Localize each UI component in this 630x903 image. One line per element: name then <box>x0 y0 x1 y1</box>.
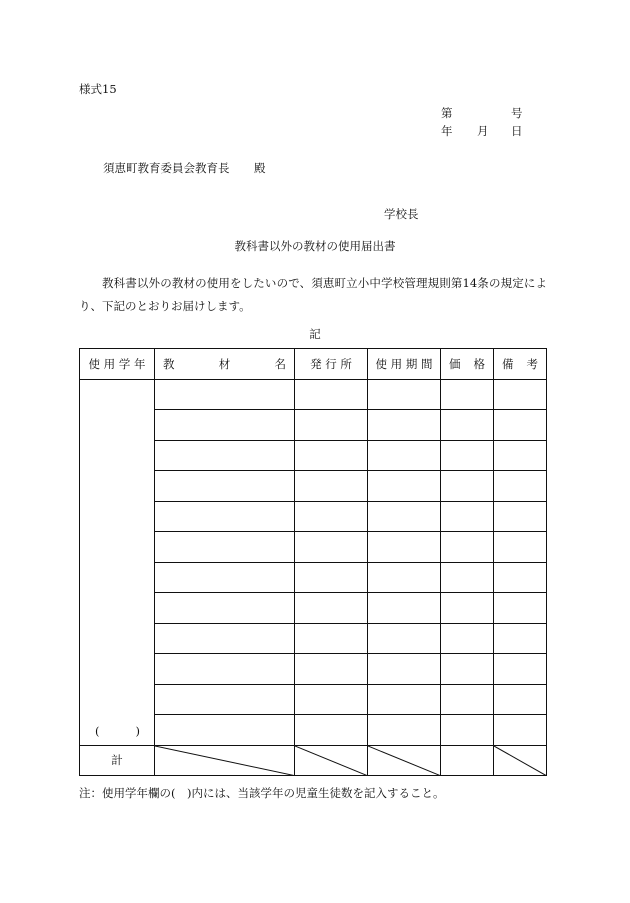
material-name-cell[interactable] <box>155 715 295 746</box>
total-label: 計 <box>80 745 155 776</box>
publisher-cell[interactable] <box>295 715 368 746</box>
diagonal-line-icon <box>494 746 546 776</box>
material-name-cell[interactable] <box>155 410 295 441</box>
usage-period-cell[interactable] <box>368 440 441 471</box>
usage-period-cell[interactable] <box>368 410 441 441</box>
material-name-cell[interactable] <box>155 623 295 654</box>
document-number-prefix: 第 <box>441 106 453 120</box>
diagonal-line-icon <box>295 746 367 776</box>
price-cell[interactable] <box>441 623 494 654</box>
material-name-cell[interactable] <box>155 379 295 410</box>
remarks-cell[interactable] <box>494 593 547 624</box>
total-material-diagonal <box>155 745 295 776</box>
publisher-cell[interactable] <box>295 379 368 410</box>
price-cell[interactable] <box>441 471 494 502</box>
remarks-cell[interactable] <box>494 471 547 502</box>
material-name-cell[interactable] <box>155 562 295 593</box>
diagonal-line-icon <box>155 746 294 776</box>
document-title: 教科書以外の教材の使用届出書 <box>234 239 396 253</box>
usage-period-cell[interactable] <box>368 593 441 624</box>
sender-title: 学校長 <box>384 207 419 221</box>
publisher-cell[interactable] <box>295 593 368 624</box>
usage-period-cell[interactable] <box>368 684 441 715</box>
remarks-cell[interactable] <box>494 684 547 715</box>
remarks-cell[interactable] <box>494 532 547 563</box>
usage-period-cell[interactable] <box>368 623 441 654</box>
price-cell[interactable] <box>441 379 494 410</box>
remarks-cell[interactable] <box>494 410 547 441</box>
material-name-cell[interactable] <box>155 501 295 532</box>
publisher-cell[interactable] <box>295 684 368 715</box>
publisher-cell[interactable] <box>295 501 368 532</box>
publisher-cell[interactable] <box>295 623 368 654</box>
header-price: 価 格 <box>441 349 494 380</box>
material-name-cell[interactable] <box>155 471 295 502</box>
material-name-cell[interactable] <box>155 684 295 715</box>
header-remarks: 備 考 <box>494 349 547 380</box>
material-name-cell[interactable] <box>155 593 295 624</box>
usage-period-cell[interactable] <box>368 654 441 685</box>
remarks-cell[interactable] <box>494 379 547 410</box>
price-cell[interactable] <box>441 440 494 471</box>
footnote: 注：使用学年欄の( )内には、当該学年の児童生徒数を記入すること。 <box>79 786 445 800</box>
price-cell[interactable] <box>441 532 494 563</box>
publisher-cell[interactable] <box>295 532 368 563</box>
price-cell[interactable] <box>441 715 494 746</box>
total-publisher-diagonal <box>295 745 368 776</box>
total-remarks-diagonal <box>494 745 547 776</box>
publisher-cell[interactable] <box>295 654 368 685</box>
material-name-cell[interactable] <box>155 654 295 685</box>
document-number-suffix: 号 <box>511 106 523 120</box>
total-price-cell[interactable] <box>441 745 494 776</box>
material-name-cell[interactable] <box>155 532 295 563</box>
usage-period-cell[interactable] <box>368 501 441 532</box>
publisher-cell[interactable] <box>295 471 368 502</box>
remarks-cell[interactable] <box>494 501 547 532</box>
document-body: 教科書以外の教材の使用をしたいので、須恵町立小中学校管理規則第14条の規定により、下記のとおりお届けします。 <box>79 276 547 313</box>
diagonal-line-icon <box>368 746 440 776</box>
date-month-label: 月 <box>477 124 489 138</box>
usage-period-cell[interactable] <box>368 471 441 502</box>
date-day-label: 日 <box>511 124 523 138</box>
header-material-name: 教 材 名 <box>155 349 295 380</box>
price-cell[interactable] <box>441 684 494 715</box>
header-publisher: 発 行 所 <box>295 349 368 380</box>
addressee-honorific: 殿 <box>254 161 266 175</box>
addressee-name: 須恵町教育委員会教育長 <box>103 161 230 175</box>
header-grade: 使 用 学 年 <box>80 349 155 380</box>
usage-period-cell[interactable] <box>368 562 441 593</box>
remarks-cell[interactable] <box>494 654 547 685</box>
price-cell[interactable] <box>441 410 494 441</box>
price-cell[interactable] <box>441 593 494 624</box>
price-cell[interactable] <box>441 654 494 685</box>
publisher-cell[interactable] <box>295 410 368 441</box>
remarks-cell[interactable] <box>494 623 547 654</box>
total-usage-period-diagonal <box>368 745 441 776</box>
price-cell[interactable] <box>441 501 494 532</box>
material-name-cell[interactable] <box>155 440 295 471</box>
header-usage-period: 使 用 期 間 <box>368 349 441 380</box>
table-header-row <box>80 349 547 380</box>
publisher-cell[interactable] <box>295 440 368 471</box>
ki-heading: 記 <box>309 327 321 341</box>
price-cell[interactable] <box>441 562 494 593</box>
form-number: 様式15 <box>79 82 117 96</box>
publisher-cell[interactable] <box>295 562 368 593</box>
usage-period-cell[interactable] <box>368 532 441 563</box>
total-row <box>80 745 547 776</box>
remarks-cell[interactable] <box>494 715 547 746</box>
materials-table <box>79 348 547 776</box>
grade-cell[interactable]: ( ) <box>80 379 155 745</box>
table-row <box>80 379 547 410</box>
usage-period-cell[interactable] <box>368 379 441 410</box>
date-year-label: 年 <box>441 124 453 138</box>
remarks-cell[interactable] <box>494 562 547 593</box>
usage-period-cell[interactable] <box>368 715 441 746</box>
remarks-cell[interactable] <box>494 440 547 471</box>
